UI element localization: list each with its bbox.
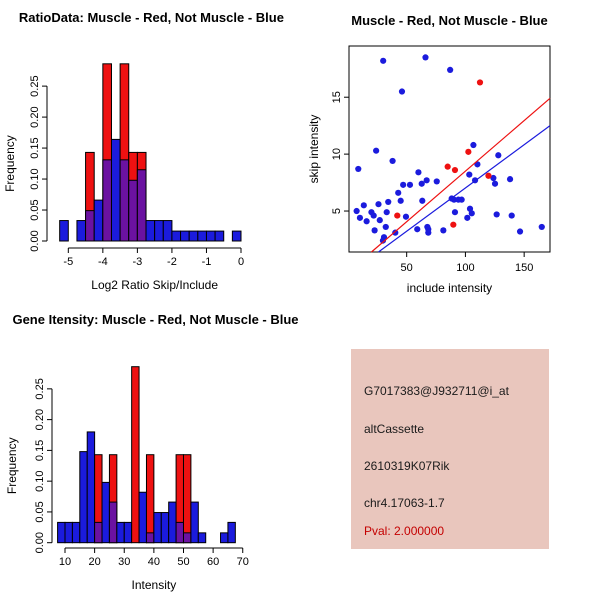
scatter-point-blue — [452, 209, 458, 215]
scatter-point-blue — [400, 182, 406, 188]
y-tick-label: 0.00 — [29, 230, 41, 252]
scatter-point-blue — [403, 214, 409, 220]
x-tick-label: 50 — [400, 262, 413, 274]
hist-bar-red — [132, 367, 139, 543]
scatter-point-blue — [407, 182, 413, 188]
scatter-point-blue — [398, 198, 404, 204]
hist-bar-blue — [215, 231, 224, 241]
scatter-point-blue — [415, 169, 421, 175]
gene-intensity-histogram-panel — [0, 300, 300, 600]
scatter-point-blue — [422, 54, 428, 60]
x-tick-label: 70 — [236, 556, 249, 568]
scatter-point-blue — [425, 230, 431, 236]
hist-bar-blue — [146, 221, 155, 241]
x-tick-label: -1 — [201, 256, 212, 268]
hist-bar-overlap — [176, 522, 183, 542]
probe-id-text: G7017383@J932711@i_at — [364, 384, 509, 398]
x-tick-label: -5 — [63, 256, 74, 268]
hist-bar-overlap — [146, 533, 153, 543]
hist-bar-blue — [94, 200, 103, 241]
y-tick-label: 0.25 — [34, 378, 46, 400]
x-tick-label: -3 — [132, 256, 143, 268]
hist-bar-blue — [221, 533, 228, 543]
hist-bar-overlap — [137, 170, 146, 241]
chart-title: Muscle - Red, Not Muscle - Blue — [351, 13, 548, 28]
y-tick-label: 0.05 — [34, 501, 46, 523]
scatter-point-blue — [357, 215, 363, 221]
scatter-point-red — [485, 173, 491, 179]
hist-bar-blue — [124, 522, 131, 542]
scatter-point-blue — [373, 148, 379, 154]
scatter-point-blue — [466, 172, 472, 178]
scatter-point-blue — [414, 226, 420, 232]
chart-title: RatioData: Muscle - Red, Not Muscle - Blue — [18, 10, 284, 25]
pval-text: Pval: 2.000000 — [364, 524, 445, 538]
scatter-point-blue — [507, 176, 513, 182]
hist-bar-red — [183, 455, 190, 543]
scatter-point-red — [450, 222, 456, 228]
hist-bar-blue — [77, 221, 86, 241]
y-axis-title: Frequency — [5, 437, 19, 495]
y-tick-label: 0.05 — [29, 199, 41, 221]
hist-bar-blue — [198, 231, 207, 241]
hist-bar-blue — [169, 502, 176, 543]
scatter-point-blue — [389, 158, 395, 164]
scatter-point-blue — [399, 88, 405, 94]
locus-text: chr4.17063-1.7 — [364, 496, 445, 510]
scatter-point-red — [465, 149, 471, 155]
x-tick-label: 100 — [456, 262, 475, 274]
scatter-point-red — [477, 79, 483, 85]
scatter-point-blue — [464, 215, 470, 221]
probe-info-box — [351, 349, 549, 549]
scatter-point-blue — [371, 212, 377, 218]
scatter-point-blue — [509, 212, 515, 218]
x-tick-label: 10 — [58, 556, 72, 568]
scatter-point-blue — [355, 166, 361, 172]
x-tick-label: 30 — [118, 556, 131, 568]
hist-bar-overlap — [103, 160, 112, 241]
hist-bar-blue — [198, 533, 205, 543]
y-axis-title: Frequency — [3, 135, 17, 192]
y-tick-label: 0.00 — [34, 531, 46, 554]
hist-bar-blue — [181, 231, 190, 241]
scatter-point-blue — [375, 201, 381, 207]
probe-info-panel — [300, 300, 600, 600]
hist-bar-overlap — [86, 211, 95, 241]
scatter-point-blue — [380, 58, 386, 64]
chart-title: Gene Itensity: Muscle - Red, Not Muscle - Blue — [12, 312, 299, 327]
scatter-point-red — [394, 212, 400, 218]
scatter-point-blue — [517, 228, 523, 234]
ratio-histogram-chart — [0, 0, 300, 300]
y-tick-label: 0.10 — [34, 470, 46, 492]
x-axis-title: include intensity — [406, 281, 493, 295]
ratio-histogram-panel — [0, 0, 300, 300]
hist-bar-blue — [102, 482, 109, 542]
fit-line-red — [371, 98, 550, 252]
x-tick-label: -2 — [167, 256, 177, 268]
scatter-point-blue — [419, 198, 425, 204]
hist-bar-blue — [191, 502, 198, 543]
hist-bar-blue — [163, 221, 172, 241]
scatter-point-blue — [434, 178, 440, 184]
scatter-point-blue — [539, 224, 545, 230]
scatter-point-blue — [395, 190, 401, 196]
x-axis-title: Intensity — [131, 578, 177, 592]
scatter-point-blue — [470, 142, 476, 148]
scatter-point-blue — [384, 209, 390, 215]
x-tick-label: 20 — [88, 556, 101, 568]
hist-bar-overlap — [129, 180, 138, 241]
hist-bar-blue — [65, 522, 72, 542]
hist-bar-blue — [228, 522, 235, 542]
hist-bar-blue — [154, 513, 161, 543]
scatter-point-blue — [495, 152, 501, 158]
hist-bar-blue — [60, 221, 69, 241]
gene-name-text: 2610319K07Rik — [364, 459, 450, 473]
scatter-point-blue — [383, 224, 389, 230]
hist-bar-blue — [189, 231, 198, 241]
hist-bar-blue — [161, 513, 168, 543]
scatter-point-red — [445, 164, 451, 170]
scatter-panel — [300, 0, 600, 300]
scatter-point-red — [452, 167, 458, 173]
hist-bar-overlap — [95, 522, 102, 542]
y-tick-label: 0.10 — [29, 168, 41, 190]
scatter-point-blue — [364, 218, 370, 224]
hist-bar-overlap — [109, 502, 116, 543]
y-tick-label: 0.15 — [29, 137, 41, 159]
hist-bar-blue — [232, 231, 241, 241]
event-type-text: altCassette — [364, 422, 425, 436]
x-tick-label: 60 — [206, 556, 220, 568]
skip-include-scatter-chart — [300, 0, 600, 300]
scatter-point-blue — [377, 217, 383, 223]
y-tick-label: 0.15 — [34, 439, 46, 462]
x-tick-label: 50 — [177, 556, 190, 568]
x-tick-label: 150 — [514, 262, 534, 274]
x-tick-label: -4 — [97, 256, 108, 268]
hist-bar-blue — [72, 522, 79, 542]
fit-line-blue — [378, 126, 550, 252]
y-tick-label: 15 — [331, 91, 343, 104]
scatter-point-blue — [440, 227, 446, 233]
scatter-point-blue — [459, 197, 465, 203]
y-tick-label: 10 — [331, 147, 343, 161]
scatter-point-blue — [354, 208, 360, 214]
scatter-point-blue — [424, 177, 430, 183]
hist-bar-blue — [80, 452, 87, 543]
scatter-point-blue — [361, 202, 367, 208]
x-tick-label: 0 — [237, 256, 245, 268]
y-tick-label: 0.25 — [29, 75, 41, 97]
scatter-point-blue — [492, 181, 498, 187]
hist-bar-red — [146, 455, 153, 543]
gene-intensity-histogram-chart — [0, 300, 300, 600]
scatter-point-blue — [494, 211, 500, 217]
y-tick-label: 0.20 — [29, 106, 41, 128]
hist-bar-blue — [58, 522, 65, 542]
x-axis-title: Log2 Ratio Skip/Include — [91, 278, 219, 292]
hist-bar-blue — [111, 139, 120, 241]
hist-bar-overlap — [183, 533, 190, 543]
hist-bar-blue — [87, 432, 94, 543]
scatter-point-blue — [469, 210, 475, 216]
hist-bar-overlap — [120, 160, 129, 241]
scatter-point-blue — [372, 227, 378, 233]
y-tick-label: 0.20 — [34, 408, 46, 431]
scatter-point-blue — [447, 67, 453, 73]
hist-bar-blue — [117, 522, 124, 542]
hist-bar-blue — [206, 231, 215, 241]
y-tick-label: 5 — [331, 207, 343, 215]
x-tick-label: 40 — [147, 556, 160, 568]
hist-bar-blue — [139, 492, 146, 542]
y-axis-title: skip intensity — [307, 114, 321, 184]
hist-bar-blue — [155, 221, 164, 241]
scatter-point-blue — [385, 199, 391, 205]
hist-bar-blue — [172, 231, 181, 241]
